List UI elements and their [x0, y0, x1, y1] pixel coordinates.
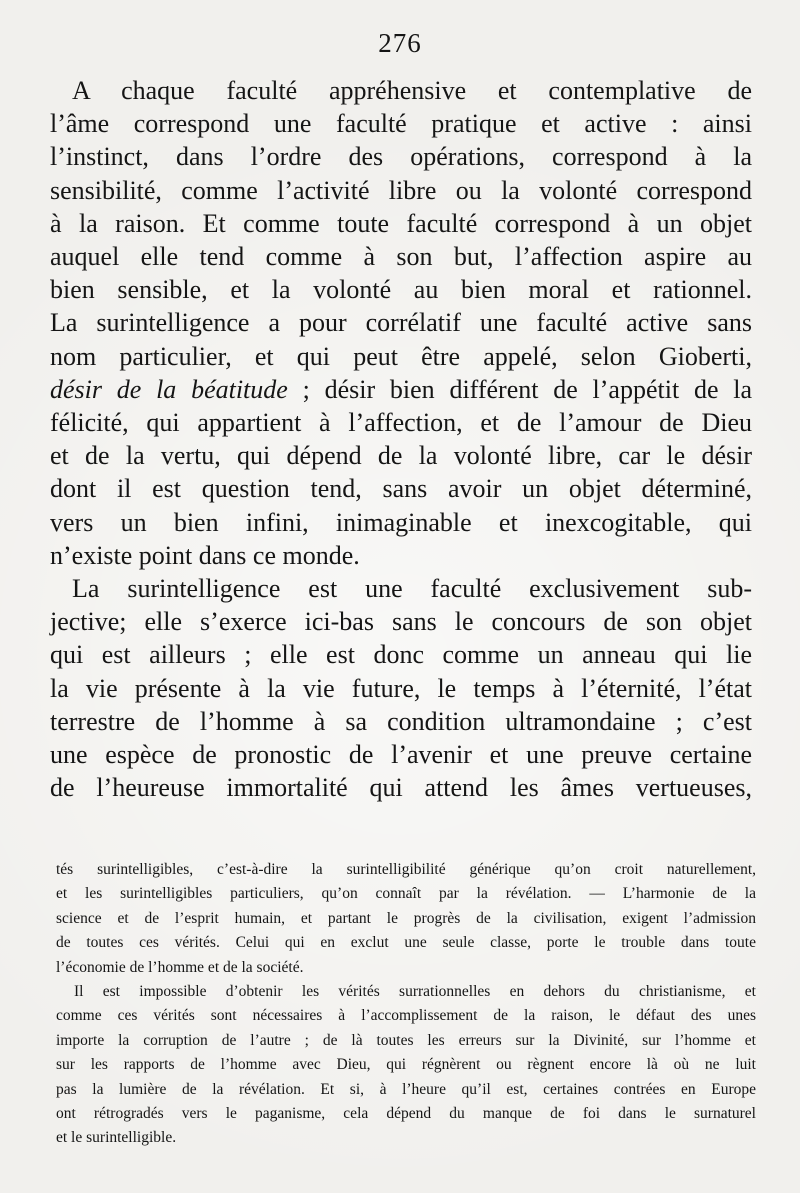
footnote-line: l’économie de l’homme et de la société.: [56, 958, 304, 976]
text-line: terrestre de l’homme à sa condition ultramondaine ; c’est: [50, 706, 752, 736]
text-line: vers un bien infini, inimaginable et inexcogitable, qui: [50, 507, 752, 537]
footnote-line: ont rétrogradés vers le paganisme, cela dépend du manque de foi dans le surnaturel: [56, 1105, 756, 1123]
footnote-line: sur les rapports de l’homme avec Dieu, qui régnèrent ou règnent encore là où ne luit: [56, 1056, 756, 1074]
text-line: dont il est question tend, sans avoir un objet déterminé,: [50, 474, 752, 504]
footnotes: [56, 858, 756, 1151]
footnote-line: comme ces vérités sont nécessaires à l’accomplissement de la raison, le défaut des unes: [56, 1007, 756, 1025]
text-line: et de la vertu, qui dépend de la volonté libre, car le désir: [50, 441, 752, 471]
text-line: bien sensible, et la volonté au bien moral et rationnel.: [50, 275, 752, 305]
text-line: sensibilité, comme l’activité libre ou la volonté correspond: [50, 175, 752, 205]
text-line: La surintelligence est une faculté exclusivement sub-: [72, 574, 752, 604]
text-line: l’instinct, dans l’ordre des opérations, correspond à la: [50, 142, 752, 172]
text-line: A chaque faculté appréhensive et contemplative de: [72, 76, 752, 105]
footnote-1: [56, 858, 756, 980]
text-line: La surintelligence a pour corrélatif une faculté active sans: [50, 308, 752, 338]
footnote-line: tés surintelligibles, c’est-à-dire la surintelligibilité générique qu’on croit naturellement,: [56, 861, 756, 878]
text-line: une espèce de pronostic de l’avenir et une preuve certaine: [50, 740, 752, 770]
text-line: à la raison. Et comme toute faculté correspond à un objet: [50, 208, 752, 238]
footnote-line: Il est impossible d’obtenir les vérités surrationnelles en dehors du christianisme, et: [74, 983, 756, 1001]
text-fragment: ; désir bien différent de l’appétit de la: [302, 374, 753, 404]
text-line: n’existe point dans ce monde.: [50, 540, 360, 570]
text-line: auquel elle tend comme à son but, l’affection aspire au: [50, 242, 752, 272]
footnote-line: science et de l’esprit humain, et partant le progrès de la civilisation, exigent l’admission: [56, 909, 756, 927]
text-line: qui est ailleurs ; elle est donc comme un anneau qui lie: [50, 640, 752, 670]
text-line: jective; elle s’exerce ici-bas sans le concours de son objet: [50, 607, 752, 637]
text-line: [50, 373, 752, 406]
footnote-line: pas la lumière de la révélation. Et si, à l’heure qu’il est, certaines contrées en Europe: [56, 1080, 756, 1098]
italic-phrase: désir de la béatitude: [50, 374, 288, 404]
footnote-2: [56, 980, 756, 1151]
paragraph-1: [50, 74, 752, 572]
text-line: de l’heureuse immortalité qui attend les âmes vertueuses,: [50, 773, 752, 803]
footnote-line: de toutes ces vérités. Celui qui en exclut une seule classe, porte le trouble dans toute: [56, 934, 756, 952]
footnote-line: et le surintelligible.: [56, 1129, 177, 1147]
footnote-line: et les surintelligibles particuliers, qu’on connaît par la révélation. — L’harmonie de la: [56, 885, 756, 903]
paragraph-2: [50, 572, 752, 804]
text-line: félicité, qui appartient à l’affection, et de l’amour de Dieu: [50, 408, 752, 438]
main-text: [50, 74, 752, 804]
footnote-line: importe la corruption de l’autre ; de là toutes les erreurs sur la Divinité, sur l’homme et: [56, 1031, 756, 1049]
page-number: 276: [378, 28, 422, 58]
text-line: l’âme correspond une faculté pratique et active : ainsi: [50, 109, 752, 139]
text-line: la vie présente à la vie future, le temps à l’éternité, l’état: [50, 673, 752, 703]
text-line: nom particulier, et qui peut être appelé, selon Gioberti,: [50, 341, 752, 371]
